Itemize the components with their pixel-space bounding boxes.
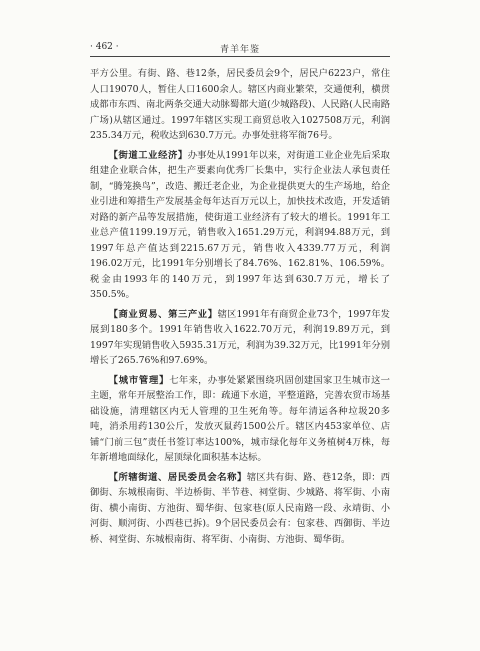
section-text: 辖区共有街、路、巷12条，即：西御街、东城根南街、半边桥街、半节巷、祠堂街、少城路、将军街、小南街、横小南街、方池街、蜀华街、包家巷(原人民南路一段、永靖街、小河街、顺河街、小西巷已拆)。9个居民委员会有：包家巷、西御街、半边桥、祠堂街、东城根南街、将军街、小南街、方池街、蜀华街。 — [90, 471, 390, 545]
section-text: 辖区1991年有商贸企业73个，1997年发展到180多个。1991年销售收入1622.70万元，利润19.89万元，到1997年实现销售收入5935.31万元，利润为39.32万元，比1991年分别增长了265.76%和97.69%。 — [90, 308, 390, 366]
section-heading: 【城市管理】 — [108, 374, 170, 386]
page-number: · 462 · — [90, 42, 119, 52]
section-commerce — [90, 307, 390, 369]
section-heading: 【商业贸易、第三产业】 — [108, 308, 218, 320]
section-heading: 【所辖街道、居民委员会名称】 — [108, 471, 247, 483]
section-text: 七年来，办事处紧紧围绕巩固创建国家卫生城市这一主题，常年开展整治工作，即：疏通下水道，平整道路，完善农贸市场基础设施，清理辖区内无人管理的卫生死角等。每年清运各种垃圾20多吨，消杀用药130公斤，发放灭鼠药1500公斤。辖区内453家单位、店铺“门前三包”责任书签订率达100%，城市绿化每年义务植树4万株，每年新增地面绿化，屋顶绿化面积基本达标。 — [90, 374, 390, 463]
section-industry — [90, 148, 390, 303]
page-header — [90, 42, 390, 57]
paragraph-intro — [90, 66, 390, 144]
section-city-management — [90, 373, 390, 466]
paragraph-text: 平方公里。有街、路、巷12条，居民委员会9个，居民户6223户，常住人口19070人，暂住人口1600余人。辖区内商业繁荣，交通便利，横贯成都市东西、南北两条交通大动脉蜀都大道(少城路段)、人民路(人民南路广场)从辖区通过。1997年辖区实现工商贸总收入1027508万元，利润235.34万元，税收达到630.7万元。办事处驻将军衙76号。 — [90, 68, 390, 141]
page-body — [90, 66, 390, 551]
section-streets — [90, 470, 390, 548]
section-text: 办事处从1991年以来，对街道工业企业先后采取组建企业联合体，把生产要素向优秀厂长集中，实行企业法人承包责任制，“腾笼换鸟”，改造、搬迁老企业，为企业提供更大的生产场地，给企业引进和筹措生产发展基金每年达百万元以上，加快技术改造，开发适销对路的新产品等发展措施，使街道工业经济有了较大的增长。1991年工业总产值1199.19万元，销售收入1651.29万元，利润94.88万元，到1997年总产值达到2215.67万元，销售收入4339.77万元，利润196.02万元，比1991年分别增长了84.76%、162.81%、106.59%。税金由1993年的140万元，到1997年达到630.7万元，增长了350.5%。 — [90, 149, 390, 300]
running-title: 青羊年鉴 — [219, 45, 260, 55]
section-heading: 【街道工业经济】 — [108, 149, 188, 161]
